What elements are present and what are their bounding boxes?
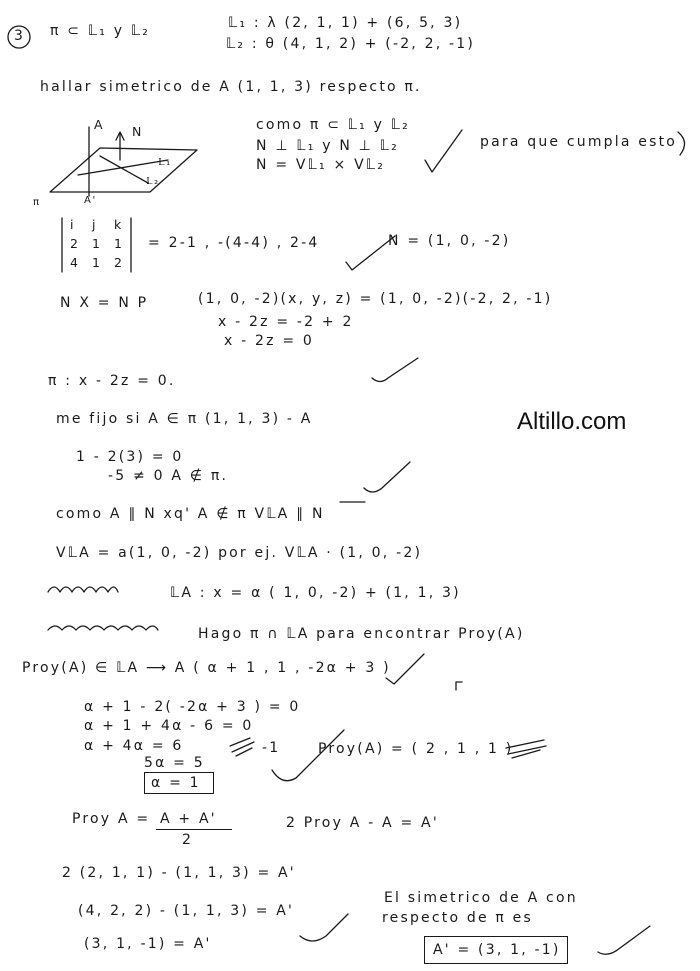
- det-row-1-col-1: i: [70, 217, 76, 232]
- det-row-3-col-3: 2: [114, 255, 124, 270]
- condition-note: para que cumpla esto: [480, 134, 678, 150]
- problem-number: 3: [14, 28, 26, 44]
- final-answer: A' = (3, 1, -1): [433, 942, 561, 958]
- fraction-bar: [156, 829, 232, 830]
- scribble-3: [230, 738, 254, 756]
- midpoint-numerator: A + A': [160, 811, 217, 827]
- scribble-2: [48, 626, 158, 630]
- plane-eq-step-2: x - 2z = -2 + 2: [218, 314, 354, 330]
- check-mark-3: [372, 358, 418, 382]
- det-expansion: = 2-1 , -(4-4) , 2-4: [148, 235, 320, 251]
- det-row-2-col-1: 2: [70, 236, 80, 251]
- projection-step-4-tail: -1: [262, 740, 281, 756]
- plane-eq-final: π : x - 2z = 0.: [48, 373, 176, 389]
- check-line-2: 1 - 2(3) = 0: [76, 449, 184, 465]
- line-a-step-3: 𝕃A : x = α ( 1, 0, -2) + (1, 1, 3): [170, 585, 461, 601]
- conclusion-line-1: El simetrico de A con: [384, 890, 578, 906]
- line-a-step-1: como A ∥ N xq' A ∉ π V𝕃A ∥ N: [56, 506, 325, 522]
- condition-2: N ⊥ 𝕃₁ y N ⊥ 𝕃₂: [256, 138, 399, 154]
- line-a-step-2: V𝕃A = a(1, 0, -2) por ej. V𝕃A · (1, 0, -2): [56, 545, 423, 561]
- projection-step-1: Proy(A) ∈ 𝕃A ⟶ A ( α + 1 , 1 , -2α + 3 ): [22, 660, 391, 676]
- det-row-1-col-2: j: [92, 217, 98, 232]
- det-row-2-col-3: 1: [114, 236, 124, 251]
- projection-result: Proy(A) = ( 2 , 1 , 1 ): [318, 741, 514, 757]
- final-step-3: (3, 1, -1) = A': [84, 936, 212, 952]
- final-answer-box: [424, 936, 568, 964]
- det-row-3-col-1: 4: [70, 255, 80, 270]
- projection-step-5: 5α = 5: [144, 755, 205, 771]
- midpoint-denominator: 2: [182, 832, 194, 848]
- condition-1: como π ⊂ 𝕃₁ y 𝕃₂: [256, 117, 410, 133]
- figure-label-a: A: [94, 117, 105, 132]
- scribble-1: [48, 587, 118, 592]
- midpoint-rearranged: 2 Proy A - A = A': [286, 815, 439, 831]
- det-row-2-col-2: 1: [92, 236, 102, 251]
- check-mark-1: [425, 130, 462, 172]
- plane-eq-left: N X = N P: [60, 295, 149, 311]
- alpha-result: α = 1: [151, 775, 201, 791]
- plane-figure: [50, 124, 197, 196]
- projection-step-4: α + 4α = 6: [84, 738, 184, 754]
- plane-eq-step-3: x - 2z = 0: [224, 333, 315, 349]
- figure-label-l1: 𝕃₁: [158, 157, 172, 168]
- conclusion-line-2: respecto de π es: [382, 910, 533, 926]
- check-mark-7: [300, 914, 348, 941]
- projection-step-2: α + 1 - 2( -2α + 3 ) = 0: [84, 699, 301, 715]
- final-step-2: (4, 2, 2) - (1, 1, 3) = A': [78, 903, 295, 919]
- final-step-1: 2 (2, 1, 1) - (1, 1, 3) = A': [62, 865, 296, 881]
- corner-mark: [456, 682, 462, 690]
- alpha-result-box: [144, 772, 214, 794]
- check-mark-4: [364, 462, 410, 492]
- check-line-3: -5 ≠ 0 A ∉ π.: [108, 468, 229, 484]
- figure-label-a-prime: A': [84, 195, 97, 206]
- condition-3: N = V𝕃₁ × V𝕃₂: [256, 157, 386, 173]
- figure-label-l2: 𝕃₂: [146, 176, 160, 187]
- det-row-3-col-2: 1: [92, 255, 102, 270]
- figure-label-n: N: [132, 124, 143, 139]
- line-a-step-4: Hago π ∩ 𝕃A para encontrar Proy(A): [198, 626, 525, 642]
- check-mark-5: [386, 654, 424, 684]
- plane-eq-right: (1, 0, -2)(x, y, z) = (1, 0, -2)(-2, 2, -1): [198, 291, 553, 307]
- problem-statement: π ⊂ 𝕃₁ y 𝕃₂: [50, 23, 151, 39]
- line-l1-equation: 𝕃₁ : λ (2, 1, 1) + (6, 5, 3): [228, 15, 463, 31]
- midpoint-label: Proy A =: [72, 811, 151, 827]
- watermark: Altillo.com: [517, 408, 627, 435]
- line-l2-equation: 𝕃₂ : θ (4, 1, 2) + (-2, 2, -1): [226, 36, 476, 52]
- bracket-stroke: [678, 132, 685, 155]
- check-line-1: me fijo si A ∈ π (1, 1, 3) - A: [56, 411, 313, 427]
- normal-vector-result: N = (1, 0, -2): [388, 233, 511, 249]
- projection-step-3: α + 1 + 4α - 6 = 0: [84, 718, 254, 734]
- check-mark-8: [598, 926, 650, 954]
- det-row-1-col-3: k: [114, 217, 123, 232]
- figure-label-pi: π: [33, 197, 41, 208]
- task-statement: hallar simetrico de A (1, 1, 3) respecto π.: [40, 79, 422, 95]
